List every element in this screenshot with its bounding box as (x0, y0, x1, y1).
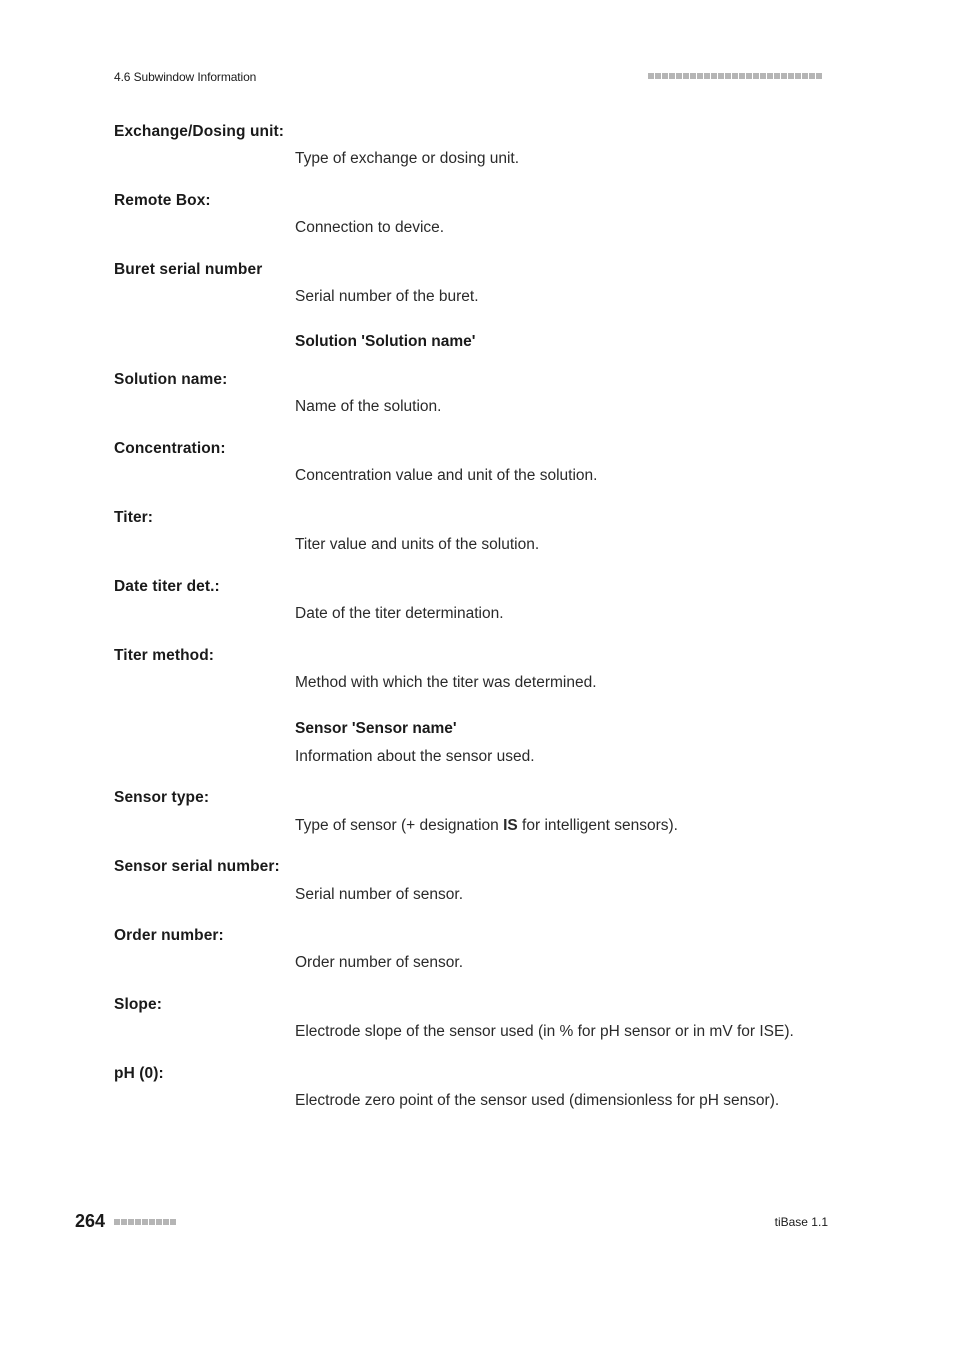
footer-product-name: tiBase 1.1 (774, 1215, 828, 1229)
subheading-sensor: Sensor 'Sensor name' (295, 720, 457, 737)
running-header-section: 4.6 Subwindow Information (114, 70, 257, 84)
definition-date-titer-det: Date of the titer determination. (295, 605, 504, 622)
definition-remote-box: Connection to device. (295, 219, 445, 236)
header-decorative-dots (648, 73, 822, 79)
subheading-solution: Solution 'Solution name' (295, 333, 476, 350)
definition-concentration: Concentration value and unit of the solution. (295, 467, 598, 484)
term-buret-serial-number: Buret serial number (114, 261, 263, 278)
definition-order-number: Order number of sensor. (295, 954, 463, 971)
term-sensor-serial-number: Sensor serial number: (114, 858, 280, 875)
term-solution-name: Solution name: (114, 371, 228, 388)
definition-exchange-dosing-unit: Type of exchange or dosing unit. (295, 150, 520, 167)
definition-solution-name: Name of the solution. (295, 398, 442, 415)
page-number: 264 (75, 1211, 106, 1231)
term-slope: Slope: (114, 996, 162, 1013)
term-titer-method: Titer method: (114, 647, 215, 664)
definition-sensor-type-post: for intelligent sensors). (517, 817, 678, 834)
sensor-intro-text: Information about the sensor used. (295, 748, 535, 765)
definition-buret-serial-number: Serial number of the buret. (295, 288, 479, 305)
term-concentration: Concentration: (114, 440, 226, 457)
term-sensor-type: Sensor type: (114, 789, 210, 806)
definition-sensor-type (295, 817, 678, 835)
term-titer: Titer: (114, 509, 154, 526)
definition-ph-zero: Electrode zero point of the sensor used (dimensionless for pH sensor). (295, 1092, 780, 1109)
definition-sensor-type-bold: IS (503, 817, 518, 834)
term-remote-box: Remote Box: (114, 192, 211, 209)
term-ph-zero: pH (0): (114, 1065, 164, 1082)
term-date-titer-det: Date titer det.: (114, 578, 220, 595)
footer-decorative-dots (114, 1219, 176, 1225)
term-exchange-dosing-unit: Exchange/Dosing unit: (114, 123, 285, 140)
term-order-number: Order number: (114, 927, 224, 944)
definition-sensor-type-pre: Type of sensor (+ designation (295, 817, 504, 834)
definition-sensor-serial-number: Serial number of sensor. (295, 886, 464, 903)
definition-titer-method: Method with which the titer was determined. (295, 674, 597, 691)
definition-slope: Electrode slope of the sensor used (in % for pH sensor or in mV for ISE). (295, 1023, 794, 1040)
definition-titer: Titer value and units of the solution. (295, 536, 540, 553)
